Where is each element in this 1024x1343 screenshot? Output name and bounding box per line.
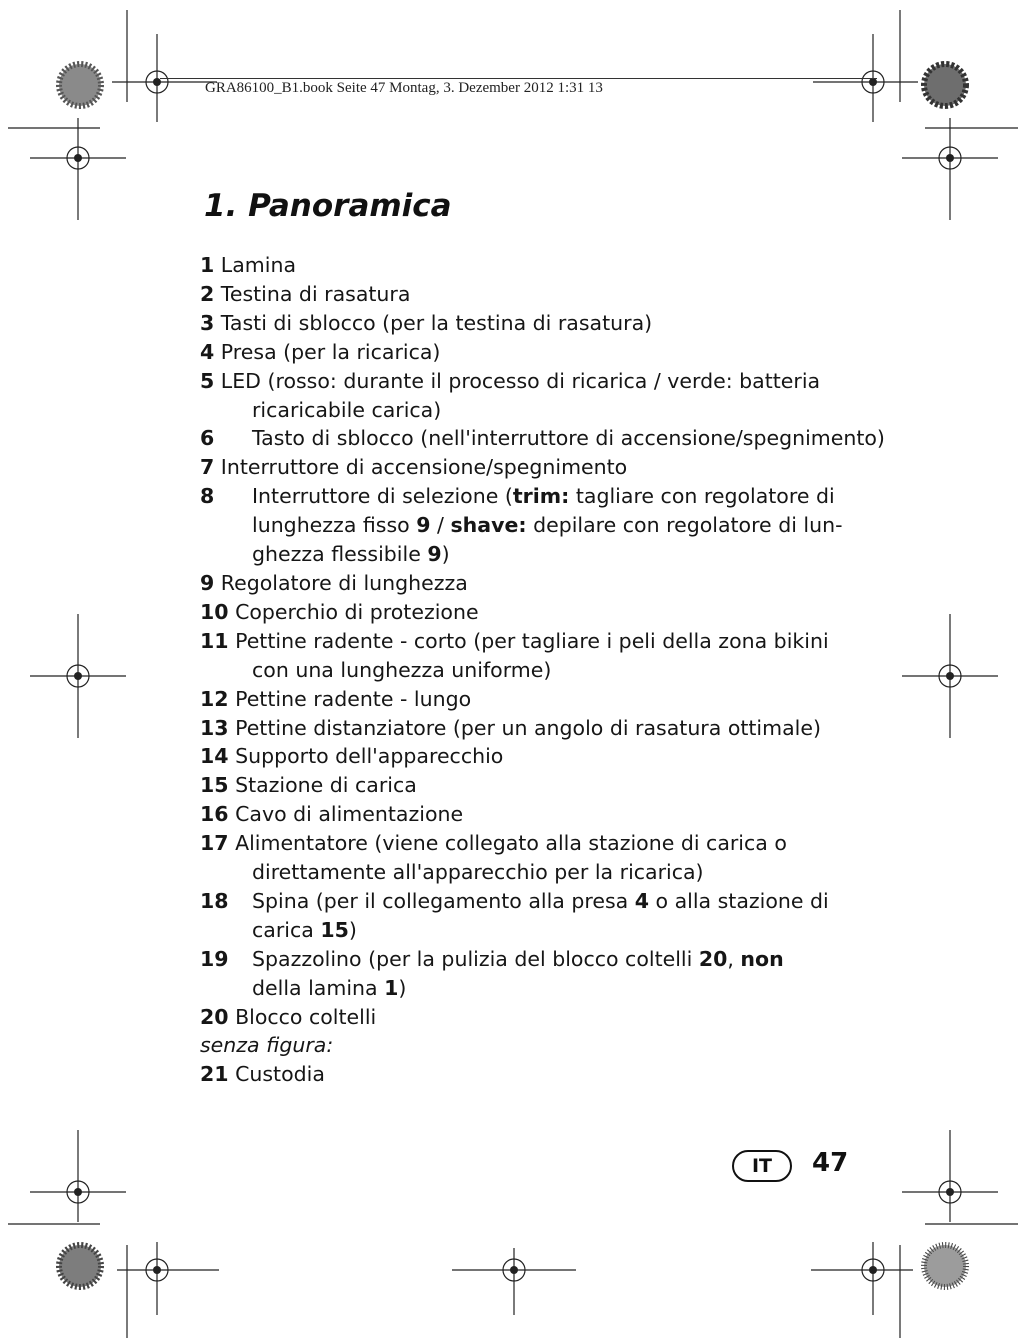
list-item [200, 280, 880, 309]
item-text: LED (rosso: durante il processo di ricarica / verde: batteria [220, 368, 821, 393]
list-item [200, 338, 880, 367]
page-title: 1. Panoramica [204, 188, 452, 224]
item-text: Spina (per il collegamento alla presa [252, 888, 635, 913]
item-text: o alla stazione di [649, 888, 829, 913]
item-text: Cavo di alimentazione [235, 802, 464, 827]
reference-number: 4 [634, 888, 649, 913]
reference-number: 20 [698, 946, 728, 971]
page-number: 47 [812, 1148, 849, 1178]
list-item [200, 424, 885, 453]
item-text-continued: con una lunghezza uniforme) [252, 657, 552, 682]
item-text: Custodia [235, 1062, 325, 1087]
list-item [200, 569, 880, 598]
list-item [200, 945, 880, 1003]
item-text: Coperchio di protezione [235, 599, 479, 624]
print-header: GRA86100_B1.book Seite 47 Montag, 3. Dezember 2012 1:31 13 [205, 80, 603, 96]
reference-number: 9 [427, 542, 442, 567]
item-text: depilare con regolatore di lun- [526, 513, 843, 538]
item-text: Regolatore di lunghezza [220, 570, 468, 595]
list-item [200, 251, 880, 280]
item-number: 8 [200, 484, 215, 509]
item-number: 19 [200, 946, 229, 971]
item-text-continued [200, 916, 880, 945]
list-item [200, 482, 880, 569]
header-rule [160, 78, 877, 79]
item-text-continued [200, 974, 880, 1003]
list-item [200, 1003, 880, 1032]
shave-label: shave: [450, 513, 527, 538]
item-text: Tasto di sblocco (nell'interruttore di accensione/spegnimento) [252, 426, 885, 451]
item-number: 5 [200, 368, 215, 393]
item-text: lunghezza fisso [252, 513, 417, 538]
list-item [200, 685, 880, 714]
language-badge: IT [732, 1150, 792, 1182]
item-number: 2 [200, 281, 215, 306]
item-number: 3 [200, 310, 215, 335]
item-text: Pettine distanziatore (per un angolo di rasatura ottimale) [235, 715, 821, 740]
list-item [200, 367, 880, 425]
item-text: ) [398, 975, 407, 1000]
item-text-continued: direttamente all'apparecchio per la ricarica) [252, 860, 704, 885]
item-text: Presa (per la ricarica) [220, 339, 441, 364]
item-text: Testina di rasatura [220, 281, 411, 306]
reference-number: 15 [320, 917, 349, 942]
item-number: 7 [200, 455, 215, 480]
item-number: 17 [200, 831, 229, 856]
item-text: Interruttore di accensione/spegnimento [220, 455, 628, 480]
item-number: 20 [200, 1004, 229, 1029]
item-text-continued [200, 511, 880, 540]
item-number: 18 [200, 888, 229, 913]
item-number: 21 [200, 1062, 229, 1087]
item-text: Blocco coltelli [235, 1004, 377, 1029]
item-text: Pettine radente - corto (per tagliare i peli della zona bikini [235, 628, 829, 653]
parts-list [200, 251, 885, 1089]
item-text: Supporto dell'apparecchio [235, 744, 504, 769]
item-text: tagliare con regolatore di [569, 484, 835, 509]
item-text: Pettine radente - lungo [235, 686, 472, 711]
list-item [200, 1060, 880, 1089]
item-number: 4 [200, 339, 215, 364]
item-text: ) [441, 542, 450, 567]
list-item [200, 714, 880, 743]
item-number: 9 [200, 570, 215, 595]
list-item [200, 742, 880, 771]
item-text: Alimentatore (viene collegato alla stazione di carica o [235, 831, 787, 856]
item-text-continued [200, 540, 880, 569]
item-number: 15 [200, 773, 229, 798]
item-text: Interruttore di selezione ( [252, 484, 513, 509]
list-item [200, 598, 880, 627]
item-number: 10 [200, 599, 229, 624]
reference-number: 1 [384, 975, 399, 1000]
emphasis-non: non [740, 946, 784, 971]
reference-number: 9 [416, 513, 431, 538]
item-text: Spazzolino (per la pulizia del blocco coltelli [252, 946, 699, 971]
list-item [200, 627, 880, 685]
item-text: ) [348, 917, 357, 942]
item-number: 12 [200, 686, 229, 711]
item-text: Tasti di sblocco (per la testina di rasatura) [220, 310, 653, 335]
item-text: ghezza flessibile [252, 542, 428, 567]
trim-label: trim: [512, 484, 570, 509]
item-text: della lamina [252, 975, 385, 1000]
list-item [200, 887, 880, 945]
list-item [200, 453, 880, 482]
item-text: Lamina [220, 253, 297, 277]
list-item [200, 800, 880, 829]
item-text: , [727, 946, 741, 971]
item-text: Stazione di carica [235, 773, 417, 798]
list-item [200, 771, 880, 800]
item-number: 1 [200, 253, 215, 277]
item-number: 6 [200, 426, 215, 451]
no-figure-label: senza figura: [200, 1033, 334, 1058]
item-number: 13 [200, 715, 229, 740]
item-text: / [430, 513, 451, 538]
item-number: 11 [200, 628, 229, 653]
list-item [200, 829, 880, 887]
item-number: 16 [200, 802, 229, 827]
item-text-continued: ricaricabile carica) [252, 397, 442, 422]
list-item [200, 309, 880, 338]
item-text: carica [252, 917, 321, 942]
item-number: 14 [200, 744, 229, 769]
